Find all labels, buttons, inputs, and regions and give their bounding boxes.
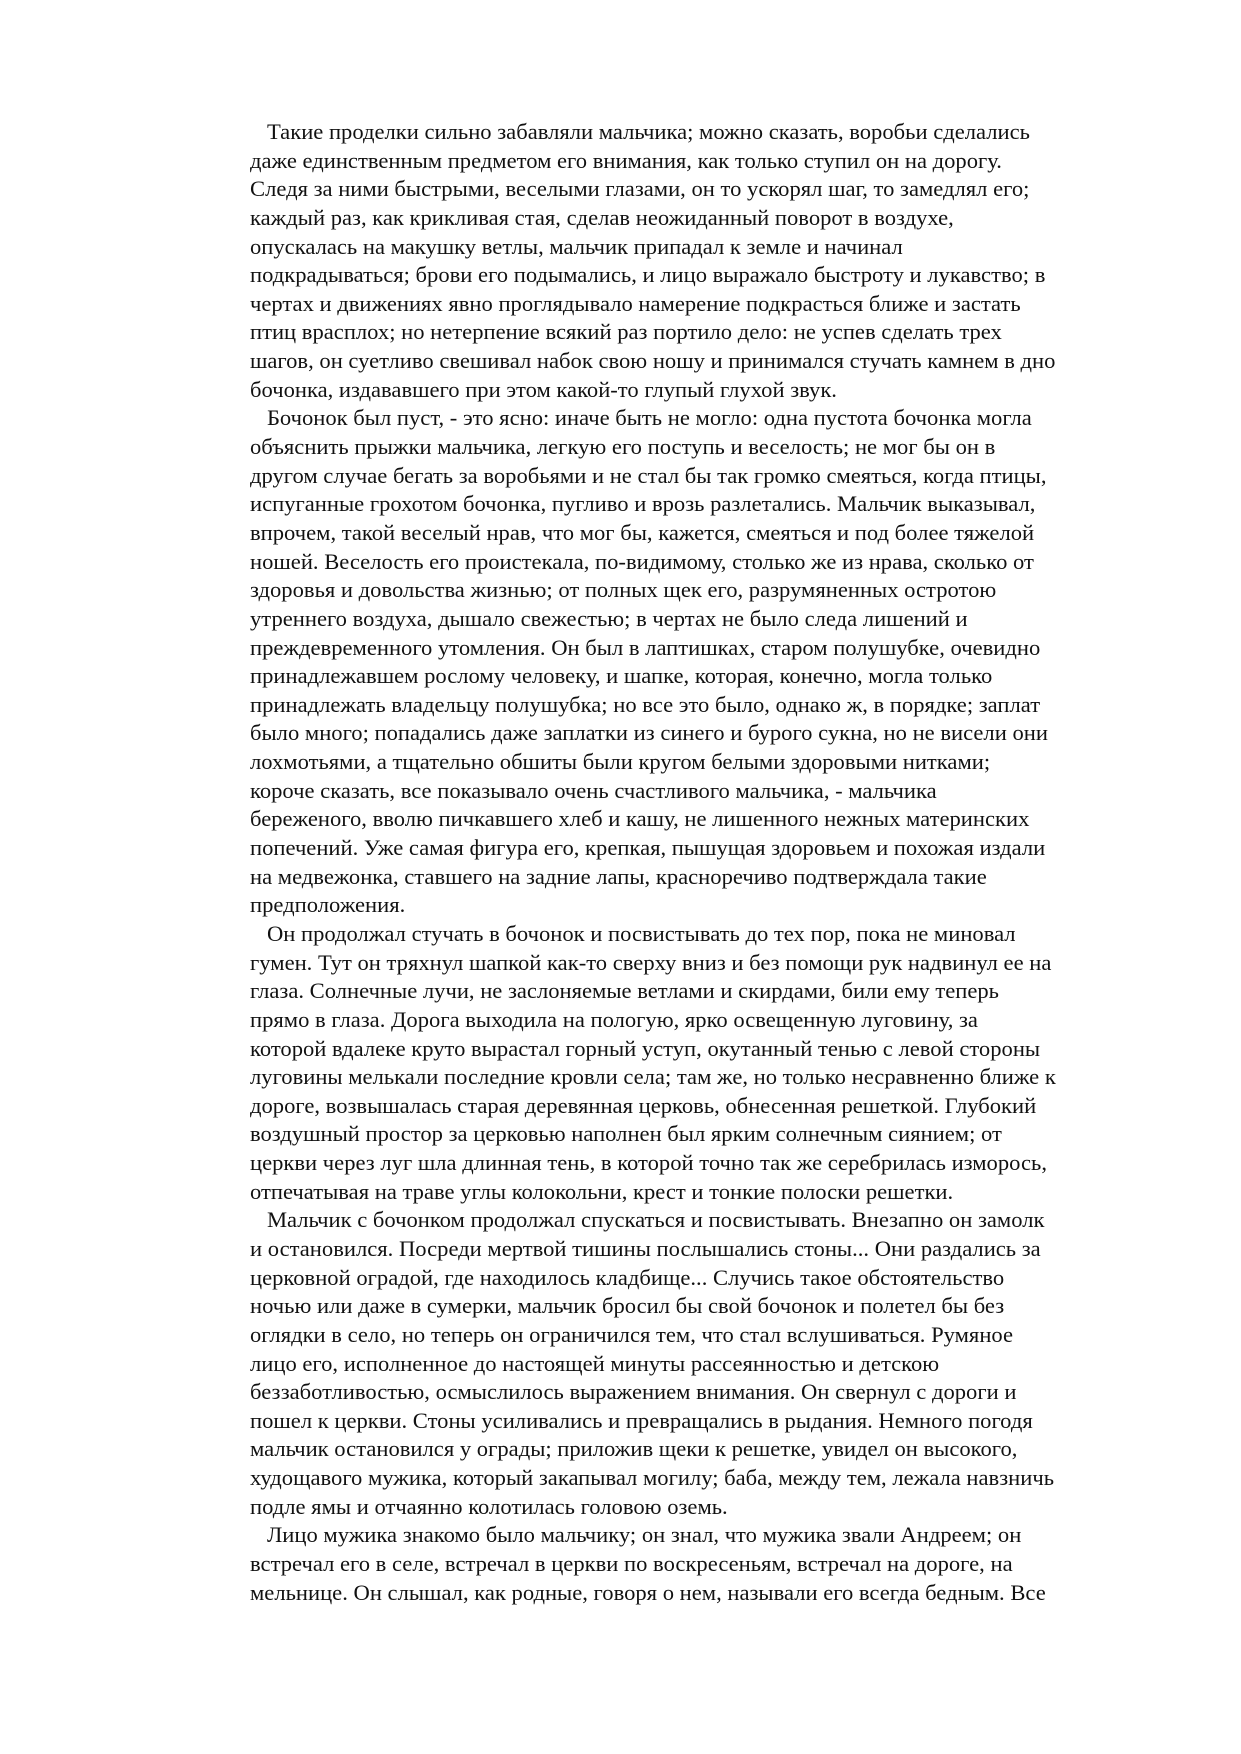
text-line: объяснить прыжки мальчика, легкую его поступь и веселость; не мог бы он в: [250, 434, 996, 460]
text-line: испуганные грохотом бочонка, пугливо и врозь разлетались. Мальчик выказывал,: [250, 491, 1036, 517]
text-line: худощавого мужика, который закапывал могилу; баба, между тем, лежала навзничь: [250, 1465, 1054, 1491]
text-line: мальчик остановился у ограды; приложив щеки к решетке, увидел он высокого,: [250, 1436, 1018, 1462]
text-line: лицо его, исполненное до настоящей минуты рассеянностью и детскою: [250, 1350, 940, 1376]
text-line: глаза. Солнечные лучи, не заслоняемые ветлами и скирдами, били ему теперь: [250, 978, 999, 1004]
text-line: утреннего воздуха, дышало свежестью; в чертах не было следа лишений и: [250, 605, 968, 631]
text-line: прямо в глаза. Дорога выходила на пологую, ярко освещенную луговину, за: [250, 1006, 978, 1032]
text-line: Следя за ними быстрыми, веселыми глазами, он то ускорял шаг, то замедлял его;: [250, 176, 1030, 202]
text-line: Такие проделки сильно забавляли мальчика; можно сказать, воробьи сделались: [250, 119, 1030, 144]
text-line: впрочем, такой веселый нрав, что мог бы, кажется, смеяться и под более тяжелой: [250, 519, 1035, 545]
text-line: встречал его в селе, встречал в церкви по воскресеньям, встречал на дороге, на: [250, 1551, 1013, 1577]
text-line: лохмотьями, а тщательно обшиты были кругом белыми здоровыми нитками;: [250, 749, 991, 775]
text-line: Лицо мужика знакомо было мальчику; он знал, что мужика звали Андреем; он: [250, 1522, 1022, 1548]
text-line: принадлежавшем рослому человеку, и шапке, которая, конечно, могла только: [250, 663, 993, 689]
text-line: Он продолжал стучать в бочонок и посвистывать до тех пор, пока не миновал: [250, 920, 1016, 946]
text-line: гумен. Тут он тряхнул шапкой как-то сверху вниз и без помощи рук надвинул ее на: [250, 949, 1052, 975]
text-line: преждевременного утомления. Он был в лаптишках, старом полушубке, очевидно: [250, 634, 1041, 660]
text-line: другом случае бегать за воробьями и не стал бы так громко смеяться, когда птицы,: [250, 462, 1047, 488]
text-line: и остановился. Посреди мертвой тишины послышались стоны... Они раздались за: [250, 1235, 1041, 1261]
text-line: подле ямы и отчаянно колотилась головою оземь.: [250, 1493, 728, 1519]
text-line: оглядки в село, но теперь он ограничился тем, что стал вслушиваться. Румяное: [250, 1321, 1014, 1347]
text-line: каждый раз, как крикливая стая, сделав неожиданный поворот в воздухе,: [250, 204, 954, 230]
text-line: здоровья и довольства жизнью; от полных щек его, разрумяненных остротою: [250, 577, 997, 603]
text-line: опускалась на макушку ветлы, мальчик припадал к земле и начинал: [250, 233, 903, 259]
text-line: воздушный простор за церковью наполнен был ярким солнечным сиянием; от: [250, 1121, 1002, 1147]
text-line: беззаботливостью, осмыслилось выражением внимания. Он свернул с дороги и: [250, 1379, 1017, 1405]
text-line: отпечатывая на траве углы колокольни, крест и тонкие полоски решетки.: [250, 1178, 954, 1204]
text-line: предположения.: [250, 892, 406, 918]
text-line: пошел к церкви. Стоны усиливались и превращались в рыдания. Немного погодя: [250, 1407, 1033, 1433]
text-line: даже единственным предметом его внимания, как только ступил он на дорогу.: [250, 147, 1002, 173]
text-line: которой вдалеке круто вырастал горный уступ, окутанный тенью с левой стороны: [250, 1035, 1041, 1061]
text-line: шагов, он суетливо свешивал набок свою ношу и принимался стучать камнем в дно: [250, 348, 1056, 374]
text-line: на медвежонка, ставшего на задние лапы, красноречиво подтверждала такие: [250, 863, 987, 889]
text-line: береженого, вволю пичкавшего хлеб и кашу, не лишенного нежных материнских: [250, 806, 1030, 832]
text-line: дороге, возвышалась старая деревянная церковь, обнесенная решеткой. Глубокий: [250, 1092, 1037, 1118]
text-line: чертах и движениях явно проглядывало намерение подкрасться ближе и застать: [250, 290, 1021, 316]
text-line: попечений. Уже самая фигура его, крепкая, пышущая здоровьем и похожая издали: [250, 835, 1046, 861]
text-line: церкви через луг шла длинная тень, в которой точно так же серебрилась изморось,: [250, 1150, 1047, 1176]
text-line: мельнице. Он слышал, как родные, говоря о нем, называли его всегда бедным. Все: [250, 1579, 1046, 1605]
text-line: ночью или даже в сумерки, мальчик бросил бы свой бочонок и полетел бы без: [250, 1293, 1005, 1319]
text-line: принадлежать владельцу полушубка; но все это было, однако ж, в порядке; заплат: [250, 691, 1041, 717]
text-line: бочонка, издававшего при этом какой-то глупый глухой звук.: [250, 376, 837, 402]
text-line: церковной оградой, где находилось кладбище... Случись такое обстоятельство: [250, 1264, 1005, 1290]
text-line: короче сказать, все показывало очень счастливого мальчика, - мальчика: [250, 777, 937, 803]
document-text: [250, 118, 1150, 1607]
text-line: птиц врасплох; но нетерпение всякий раз портило дело: не успев сделать трех: [250, 319, 1002, 345]
text-line: было много; попадались даже заплатки из синего и бурого сукна, но не висели они: [250, 720, 1048, 746]
text-line: Бочонок был пуст, - это ясно: иначе быть не могло: одна пустота бочонка могла: [250, 405, 1032, 431]
text-line: луговины мелькали последние кровли села; там же, но только несравненно ближе к: [250, 1064, 1056, 1090]
text-line: ношей. Веселость его проистекала, по-видимому, столько же из нрава, сколько от: [250, 548, 1034, 574]
text-line: подкрадываться; брови его подымались, и лицо выражало быстроту и лукавство; в: [250, 262, 1046, 288]
text-line: Мальчик с бочонком продолжал спускаться и посвистывать. Внезапно он замолк: [250, 1207, 1045, 1233]
